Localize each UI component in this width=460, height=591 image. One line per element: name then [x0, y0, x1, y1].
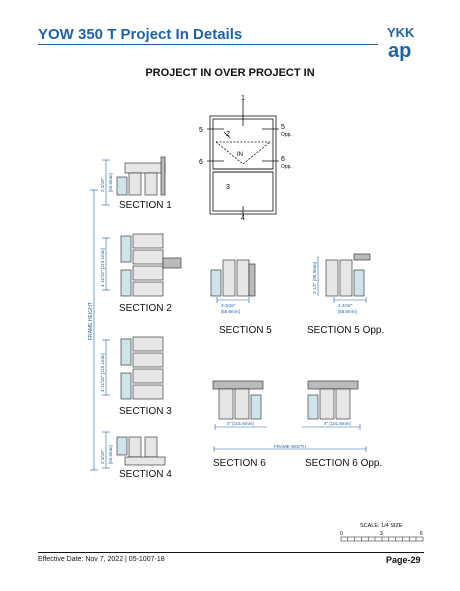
ykk-ap-logo — [386, 24, 426, 62]
frame-width-label: FRAME WIDTH — [274, 444, 306, 449]
section-3-drawing — [115, 333, 175, 405]
marker-4: 4 — [241, 215, 245, 222]
frame-width-dim — [210, 443, 370, 453]
section-4-drawing — [115, 433, 175, 467]
marker-5-opp: 5 — [281, 124, 285, 131]
dim-s6: 4" [101.6mm] — [227, 421, 254, 426]
dim-s1: 2-3/16" — [100, 177, 105, 192]
marker-2: 2 — [226, 131, 230, 138]
dim-s6opp: 4" [101.6mm] — [324, 421, 351, 426]
section-1-drawing — [115, 155, 175, 200]
diagram-title: PROJECT IN OVER PROJECT IN — [145, 67, 315, 79]
frame-height-label: FRAME HEIGHT — [88, 302, 94, 340]
section-5-drawing — [205, 250, 275, 320]
dim-s5opp-v: 3-1/2" [88.9mm] — [312, 262, 317, 294]
window-frame — [210, 116, 276, 214]
marker-6-opp-label: Opp. — [281, 164, 292, 170]
marker-1: 1 — [241, 95, 245, 102]
vertical-dimensions — [86, 150, 116, 480]
in-marker: IN — [237, 152, 243, 158]
marker-6: 6 — [199, 159, 203, 166]
dim-s4-mm: [55.6mm] — [108, 445, 113, 464]
dim-s3: 4-11/16" [119.1mm] — [100, 353, 105, 392]
section-3-label: SECTION 3 — [119, 406, 172, 417]
logo-text-bottom: ap — [388, 40, 412, 62]
dim-s5: 2-3/16" — [221, 303, 236, 308]
scale-tick-6: 6 — [420, 531, 423, 537]
page-title: YOW 350 T Project In Details — [38, 26, 243, 43]
section-2-drawing — [115, 230, 185, 302]
logo-text-top: YKK — [387, 25, 415, 40]
dim-s5opp: 2-3/16" — [338, 303, 353, 308]
section-5-opp-drawing — [310, 250, 390, 320]
marker-5-opp-label: Opp. — [281, 132, 292, 138]
marker-5: 5 — [199, 127, 203, 134]
section-6-opp-label: SECTION 6 Opp. — [305, 458, 383, 469]
section-6-drawing — [205, 375, 280, 435]
page-number: Page-29 — [386, 555, 421, 565]
section-5-opp-label: SECTION 5 Opp. — [307, 325, 385, 336]
dim-s5opp-mm: [55.6mm] — [338, 309, 357, 314]
section-5-label: SECTION 5 — [219, 325, 272, 336]
dim-s2: 4-11/16" [119.1mm] — [100, 248, 105, 287]
window-elevation-diagram — [190, 92, 300, 222]
section-4-label: SECTION 4 — [119, 469, 172, 480]
dim-s1-mm: [55.6mm] — [108, 173, 113, 192]
effective-date: Effective Date: Nov 7, 2022 | 05-1007-18 — [38, 556, 165, 563]
marker-6-opp: 6 — [281, 156, 285, 163]
scale-tick-0: 0 — [340, 531, 343, 537]
dim-s5-mm: [55.6mm] — [221, 309, 240, 314]
header-divider — [38, 44, 378, 45]
marker-3: 3 — [226, 184, 230, 191]
scale-bar — [340, 530, 426, 544]
section-1-label: SECTION 1 — [119, 200, 172, 211]
footer-divider — [38, 552, 424, 553]
scale-tick-3: 3 — [380, 531, 383, 537]
section-6-label: SECTION 6 — [213, 458, 266, 469]
scale-label: SCALE: 1/4 SIZE — [360, 523, 403, 529]
section-6-opp-drawing — [300, 375, 375, 435]
dim-s4: 2-3/16" — [100, 449, 105, 464]
section-2-label: SECTION 2 — [119, 303, 172, 314]
